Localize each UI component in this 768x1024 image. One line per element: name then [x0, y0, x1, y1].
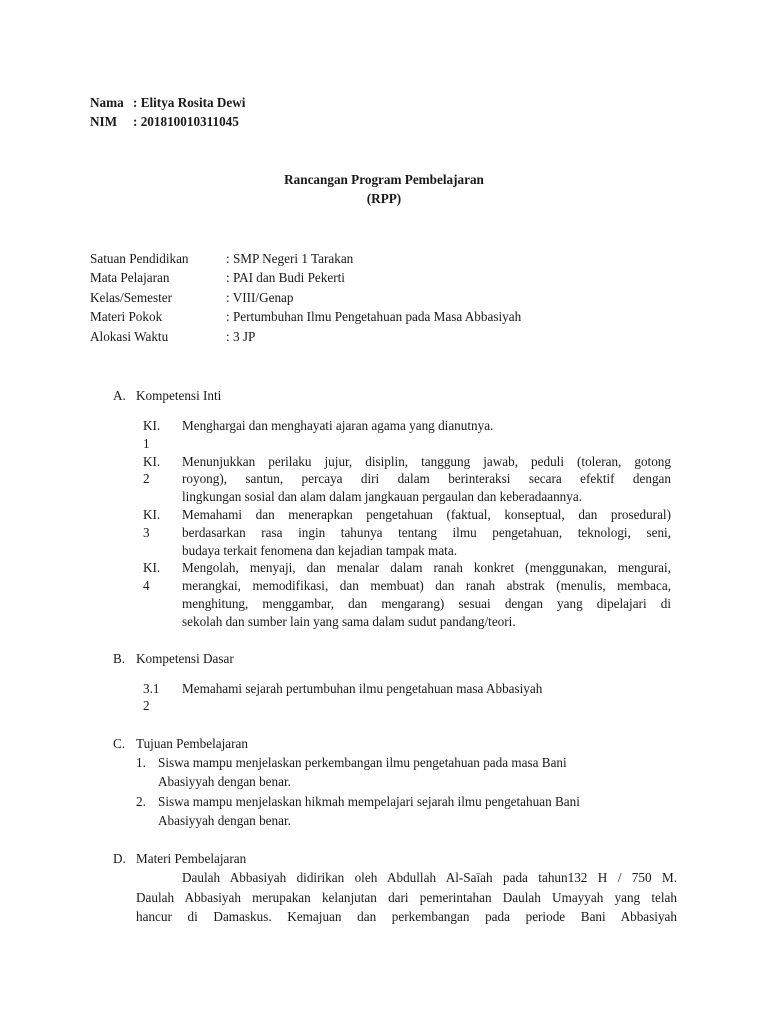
objective-line: Abasiyyah dengan benar. [158, 774, 291, 789]
identity-value: : 3 JP [226, 329, 256, 344]
ki-text-line: budaya terkait fenomena dan kejadian tampak mata. [182, 543, 457, 558]
identity-row [90, 251, 690, 271]
ki-code-number: 3 [143, 525, 150, 540]
objective-number: 2. [136, 794, 146, 809]
identity-label: Kelas/Semester [90, 290, 173, 305]
paragraph-line: Daulah Abbasiyah didirikan oleh Abdullah Al-Saīah pada tahun132 H / 750 M. [182, 870, 677, 885]
ki-text-line: Mengolah, menyaji, dan menalar dalam ranah konkret (menggunakan, mengurai, [182, 560, 671, 575]
objective-line: Siswa mampu menjelaskan hikmah mempelajari sejarah ilmu pengetahuan Bani [158, 794, 580, 809]
identity-label: Materi Pokok [90, 309, 163, 324]
ki-code: KI. [143, 418, 161, 433]
section-d-marker: D. [113, 851, 126, 866]
section-b-marker: B. [113, 651, 126, 666]
identity-label: Satuan Pendidikan [90, 251, 189, 266]
ki-text-line: Menghargai dan menghayati ajaran agama yang dianutnya. [182, 418, 494, 433]
ki-code: KI. [143, 507, 161, 522]
kd-code: 3.1 [143, 681, 160, 696]
section-a-marker: A. [113, 388, 126, 403]
identity-value: : SMP Negeri 1 Tarakan [226, 251, 354, 266]
kd-text: Memahami sejarah pertumbuhan ilmu pengetahuan masa Abbasiyah [182, 681, 543, 696]
ki-text-line: Menunjukkan perilaku jujur, disiplin, tanggung jawab, peduli (toleran, gotong [182, 454, 671, 469]
doc-title: Rancangan Program Pembelajaran [284, 172, 484, 187]
identity-row [90, 309, 690, 329]
ki-code-number: 4 [143, 578, 150, 593]
ki-text-line: menghitung, menggambar, dan mengarang) sesuai dengan yang dipelajari di [182, 596, 671, 611]
student-nim-label: NIM [90, 114, 118, 129]
identity-row [90, 329, 690, 349]
identity-label: Mata Pelajaran [90, 270, 170, 285]
doc-subtitle: (RPP) [366, 191, 402, 206]
section-c-title: Tujuan Pembelajaran [136, 736, 248, 751]
ki-text-line: merangkai, memodifikasi, dan membuat) dan ranah abstrak (menulis, membaca, [182, 578, 671, 593]
objective-line: Abasiyyah dengan benar. [158, 813, 291, 828]
student-name-value: : Elitya Rosita Dewi [133, 95, 246, 110]
identity-label: Alokasi Waktu [90, 329, 169, 344]
ki-text-line: Memahami dan menerapkan pengetahuan (faktual, konseptual, dan prosedural) [182, 507, 671, 522]
identity-value: : PAI dan Budi Pekerti [226, 270, 345, 285]
paragraph-line: hancur di Damaskus. Kemajuan dan perkembangan pada periode Bani Abbasiyah [136, 909, 677, 924]
ki-text-line: sekolah dan sumber lain yang sama dalam sudut pandang/teori. [182, 614, 516, 629]
identity-value: : VIII/Genap [226, 290, 294, 305]
student-nim-value: : 201810010311045 [133, 114, 239, 129]
identity-row [90, 270, 690, 290]
section-a-title: Kompetensi Inti [136, 388, 222, 403]
ki-text-line: berdasarkan rasa ingin tahunya tentang ilmu pengetahuan, teknologi, seni, [182, 525, 671, 540]
ki-code: KI. [143, 454, 161, 469]
kd-code-number: 2 [143, 698, 150, 713]
section-d-title: Materi Pembelajaran [136, 851, 247, 866]
identity-row [90, 290, 690, 310]
ki-text-line: royong), santun, percaya diri dalam berinteraksi secara efektif dengan [182, 471, 671, 486]
section-b-title: Kompetensi Dasar [136, 651, 234, 666]
ki-code-number: 2 [143, 471, 150, 486]
section-c-marker: C. [113, 736, 126, 751]
identity-value: : Pertumbuhan Ilmu Pengetahuan pada Masa Abbasiyah [226, 309, 522, 324]
student-name-label: Nama [90, 95, 124, 110]
objective-number: 1. [136, 755, 146, 770]
objective-line: Siswa mampu menjelaskan perkembangan ilmu pengetahuan pada masa Bani [158, 755, 567, 770]
ki-text-line: lingkungan sosial dan alam dalam jangkauan pergaulan dan keberadaannya. [182, 489, 582, 504]
ki-code: KI. [143, 560, 161, 575]
ki-code-number: 1 [143, 436, 150, 451]
paragraph-line: Daulah Abbasiyah merupakan kelanjutan dari pemerintahan Daulah Umayyah yang telah [136, 890, 677, 905]
